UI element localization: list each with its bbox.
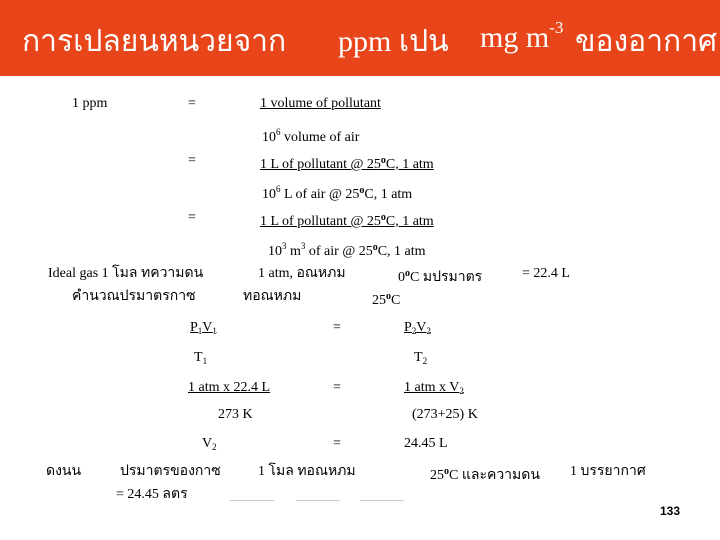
v2-label: $V_2$ xyxy=(202,436,217,452)
t1: $T_1$ xyxy=(194,350,208,366)
fraction-2-numerator: 1 L of pollutant @ 25$^o$C, 1 atm xyxy=(260,155,434,172)
equals-sign: = xyxy=(188,153,196,168)
divider xyxy=(296,500,340,501)
ideal-gas-line-2c: 25$^o$C xyxy=(372,291,401,308)
substitution-left-numerator: 1 atm x 22.4 L xyxy=(188,380,271,395)
p2v2: $P_2V_2$ xyxy=(404,320,431,336)
substitution-right-numerator: 1 atm x $V_2$ xyxy=(404,380,464,396)
equals-sign: = xyxy=(188,96,196,111)
degree-icon: o xyxy=(380,212,386,223)
conclusion-mole: 1 โมล ทอณหภม xyxy=(258,464,356,479)
p1v1: $P_1V_1$ xyxy=(190,320,217,336)
conclusion-pressure: 1 บรรยากาศ xyxy=(570,464,646,479)
title-part-4: ของอากาศ xyxy=(575,25,718,58)
title-part-2: ppm เปน xyxy=(338,25,449,58)
fraction-1-numerator: 1 volume of pollutant xyxy=(260,96,381,111)
degree-icon: o xyxy=(405,268,410,279)
ideal-gas-line-1d: = 22.4 L xyxy=(522,266,570,281)
divider xyxy=(230,500,274,501)
equals-sign: = xyxy=(188,210,196,225)
ppm-label: 1 ppm xyxy=(72,96,108,111)
fraction-2-denominator: $10^6$ L of air @ 25$^o$C, 1 atm xyxy=(262,184,413,202)
divider xyxy=(360,500,404,501)
title-part-3: mg $m^{-3}$ xyxy=(480,18,564,54)
degree-icon: o xyxy=(380,155,386,166)
fraction-3-numerator: 1 L of pollutant @ 25$^o$C, 1 atm xyxy=(260,212,434,229)
substitution-left-denominator: 273 K xyxy=(218,407,253,422)
conclusion-label: ดงนน xyxy=(46,464,82,479)
ideal-gas-line-1c: 0$^o$C มปรมาตร xyxy=(398,268,483,285)
fraction-1-denominator: $10^6$ volume of air xyxy=(262,127,360,145)
page-number: 133 xyxy=(659,504,680,518)
title-part-1: การเปลยนหนวยจาก xyxy=(22,25,287,58)
conclusion-temperature: 25$^o$C และความดน xyxy=(430,466,540,483)
substitution-right-denominator: (273+25) K xyxy=(412,407,478,422)
equals-sign: = xyxy=(333,436,341,451)
conclusion-gas-volume: ปรมาตรของกาซ xyxy=(120,464,221,479)
degree-icon: o xyxy=(359,185,365,196)
degree-icon: o xyxy=(386,291,391,302)
fraction-3-denominator: $10^3$ $m^3$ of air @ 25$^o$C, 1 atm xyxy=(268,241,426,259)
degree-icon: o xyxy=(444,466,449,477)
conclusion-result: = 24.45 ลตร xyxy=(116,487,188,502)
v2-result: 24.45 L xyxy=(404,436,448,451)
t2: $T_2$ xyxy=(414,350,428,366)
equals-sign: = xyxy=(333,380,341,395)
ideal-gas-line-2a: คำนวณปรมาตรกาซ xyxy=(72,289,196,304)
ideal-gas-line-1b: 1 atm, อณหภม xyxy=(258,266,346,281)
degree-icon: o xyxy=(372,242,378,253)
equals-sign: = xyxy=(333,320,341,335)
ideal-gas-line-1a: Ideal gas 1 โมล ทความดน xyxy=(48,266,204,281)
ideal-gas-line-2b: ทอณหภม xyxy=(243,289,302,304)
